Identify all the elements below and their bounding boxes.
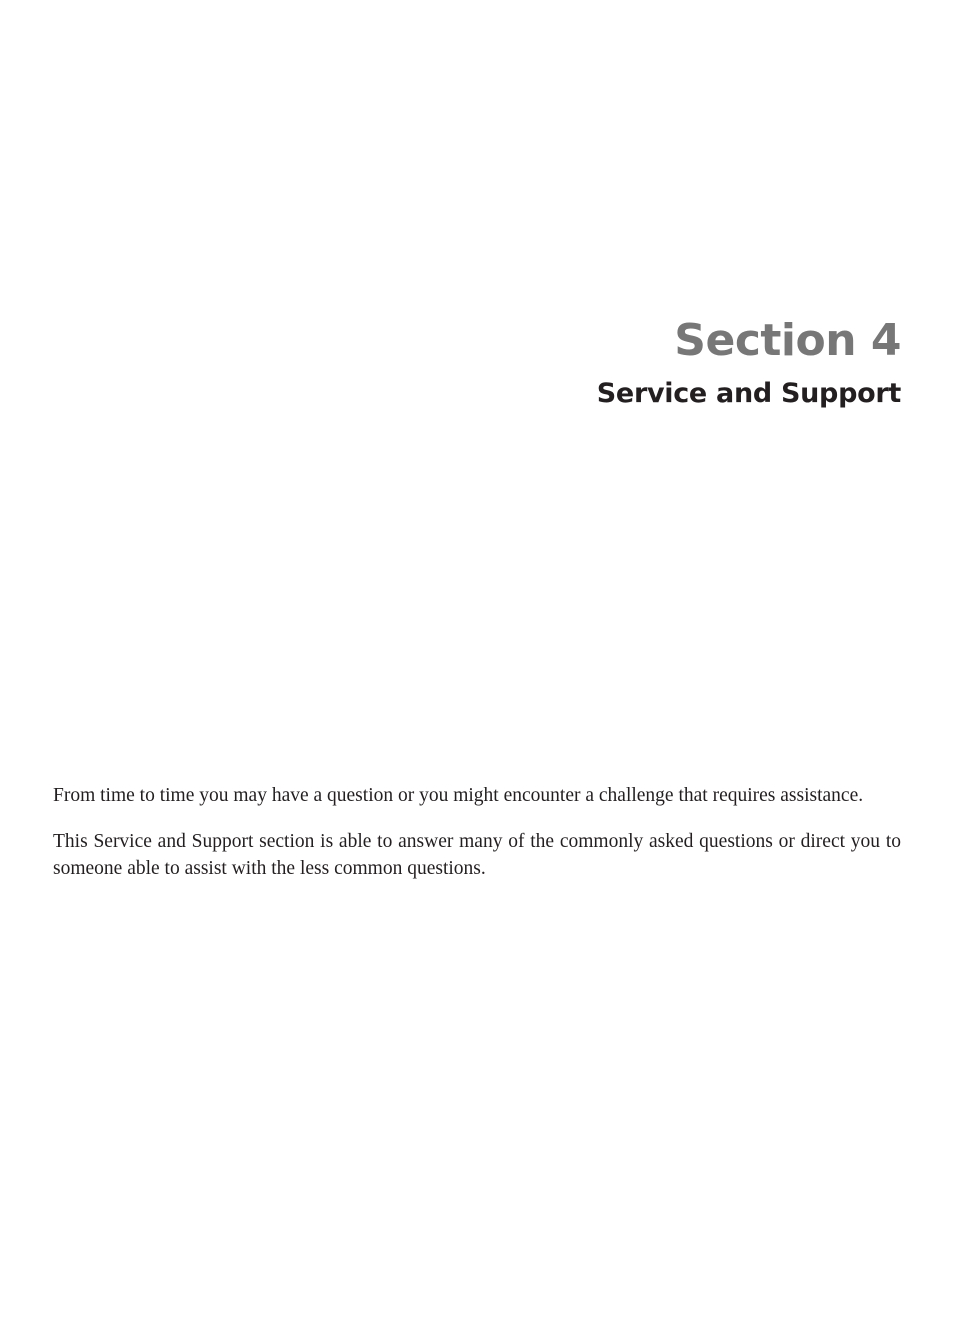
body-text [53,782,901,901]
intro-paragraph: From time to time you may have a question or you might encounter a challenge that requires assistance. [53,785,864,806]
section-title: Service and Support [596,378,901,409]
section-number: Section 4 [674,315,901,366]
section-header [597,312,901,412]
description-paragraph: This Service and Support section is able to answer many of the commonly asked questions or direct you to someone able to assist with the less common questions. [53,831,901,879]
